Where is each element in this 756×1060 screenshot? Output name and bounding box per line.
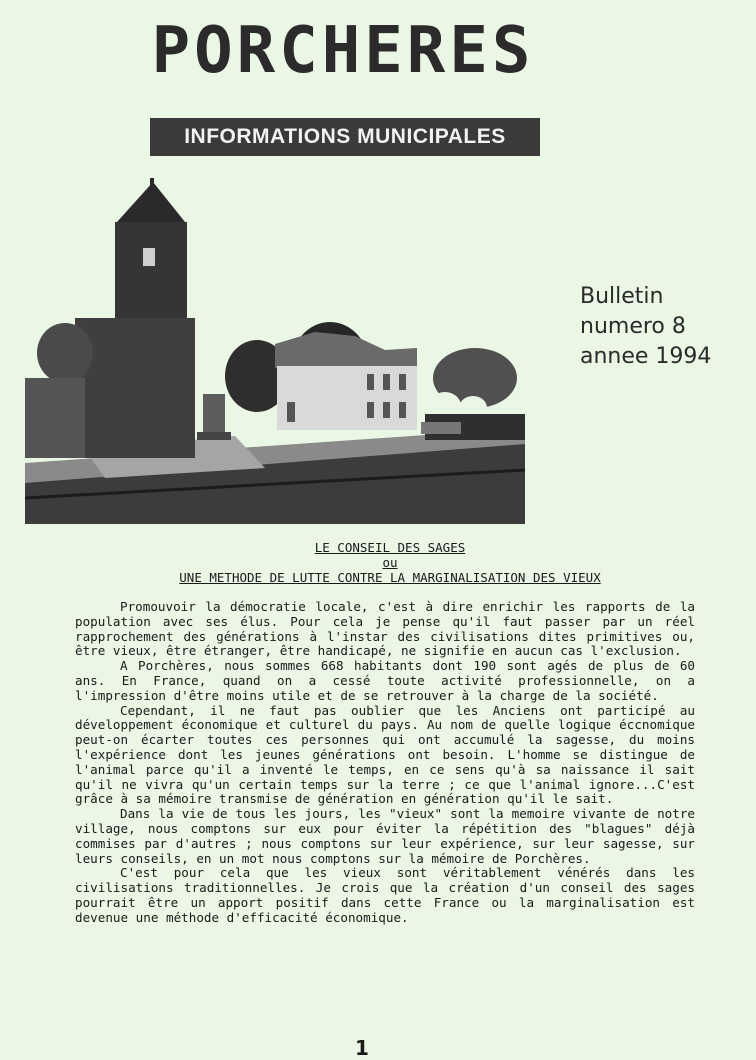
article-paragraph: Promouvoir la démocratie locale, c'est à dire enrichir les rapports de la population avec ses élus. Pour cela je pense qu'il faut passer par un réel rapprochement des générations à l'instar des civilisations dites primitives ou, être vieux, être étranger, être handicapé, ne signifie en aucun cas l'exclusion. xyxy=(75,599,695,659)
masthead-banner: INFORMATIONS MUNICIPALES xyxy=(150,118,540,156)
article-title: LE CONSEIL DES SAGES xyxy=(314,540,466,555)
bulletin-number: numero 8 xyxy=(580,314,686,339)
article-paragraph: Cependant, il ne faut pas oublier que les Anciens ont participé au développement économique et culturel du pays. Au nom de quelle logique éccnomique peut-on écarter toutes ces personnes qui ont accumulé la sagesse, du moins l'expérience dont les jeunes générations ont besoin. L'homme se distingue de l'animal parce qu'il a inventé le temps, en ce sens qu'à sa naissance il sait qu'il ne vivra qu'un certain temps sur la terre ; ce que l'animal ignore...C'est grâce à sa mémoire transmise de génération en génération qu'il le sait. xyxy=(75,702,695,807)
masthead-title: PORCHERES xyxy=(151,14,535,88)
village-photo xyxy=(25,178,525,524)
article-paragraph: A Porchères, nous sommes 668 habitants dont 190 sont agés de plus de 60 ans. En France, quand on a cessé toute activité professionnelle, on a l'impression d'être moins utile et de se retrouver à la charge de la société. xyxy=(75,658,695,703)
article-paragraph: C'est pour cela que les vieux sont véritablement vénérés dans les civilisations traditionnelles. Je crois que la création d'un conseil des sages pourrait être un apport positif dans cette France ou la marginalisation est devenue une méthode d'efficacité économique. xyxy=(75,865,695,925)
bulletin-label: Bulletin xyxy=(580,284,664,309)
article-heading xyxy=(60,540,720,585)
article-subtitle: UNE METHODE DE LUTTE CONTRE LA MARGINALISATION DES VIEUX xyxy=(179,570,601,585)
page-number: 1 xyxy=(355,1036,369,1060)
bulletin-issue-info xyxy=(580,282,711,372)
article-paragraph: Dans la vie de tous les jours, les "vieux" sont la memoire vivante de notre village, nous comptons sur eux pour éviter la répétition des "blagues" déjà commises par d'autres ; nous comptons sur leur expérience, sur leur sagesse, sur leurs conseils, en un mot nous comptons sur la mémoire de Porchères. xyxy=(75,806,695,866)
article-connector: ou xyxy=(382,555,398,570)
bulletin-year: annee 1994 xyxy=(580,344,712,369)
article-body xyxy=(75,600,695,926)
